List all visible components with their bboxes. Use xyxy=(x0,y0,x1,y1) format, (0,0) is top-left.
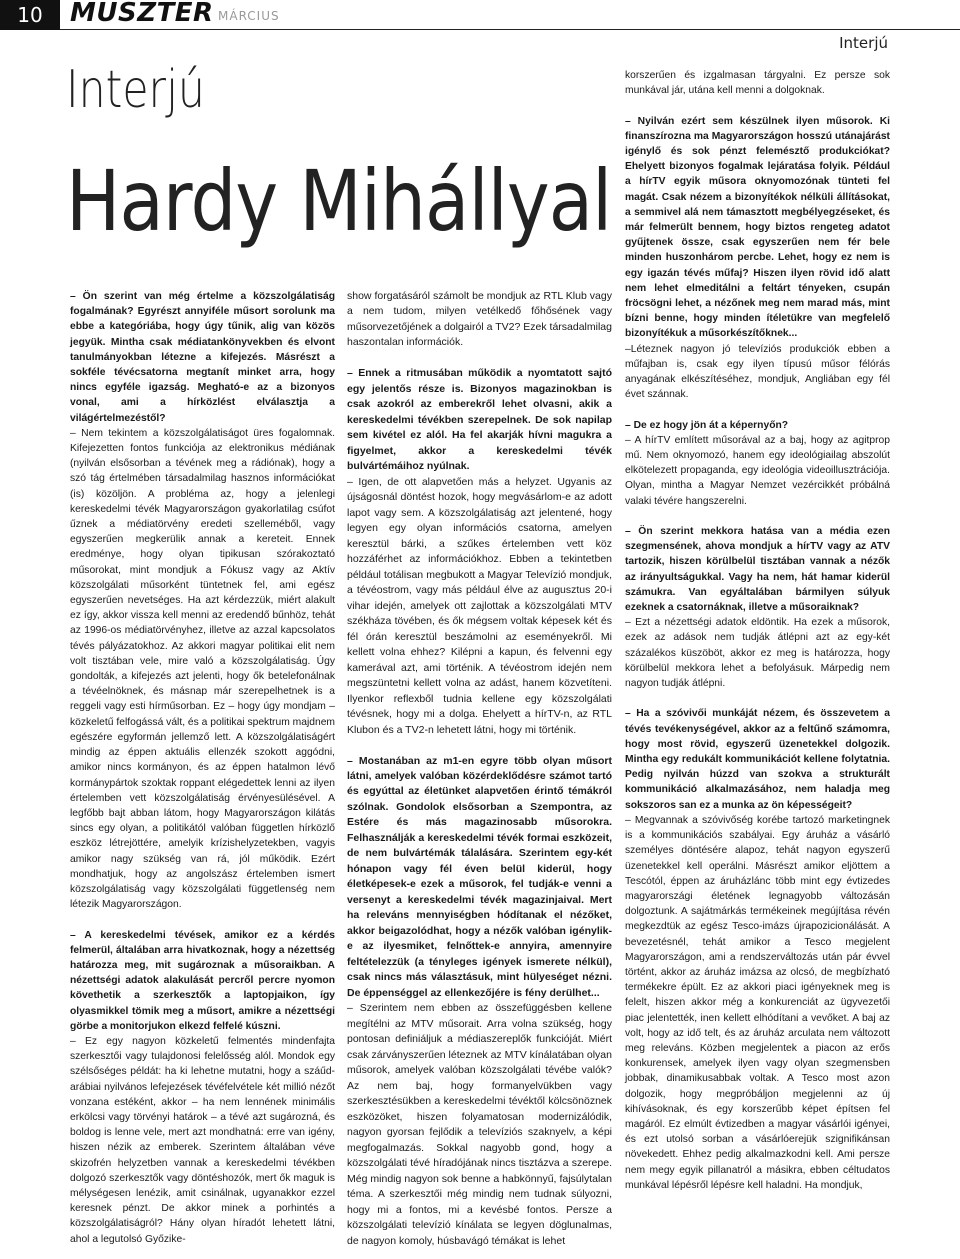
section-label: Interjú xyxy=(839,34,888,52)
interview-question: – Nyilván ezért sem készülnek ilyen műsorok. Ki finanszírozna ma Magyarországon hosszú utánajárást igénylő és sok pénzt felemésztő produkciókat? Ehelyett bizonyos fogalmak lejáratása folyik. Például a hírTV egyik műsora oknyomozónak tünteti fel magát. Csak nézem a bizonyítékok nélküli állításokat, a semmivel alá nem támasztott megbélyegzéseket, és már felmerült bennem, hogy biztos rengeteg adatot gyűjtenek össze, csak egyszerűen nem fér bele minden huszonhárom percbe. Lehet, hogy ez nem is egy igazán tévés műfaj? Hiszen ilyen rövid idő alatt nem lehet elmeditálni a feltárt tényeken, csupán fröcsögni lehet, a nézőnek meg nem marad más, mint bízni benne, hogy minden ítéletükre van megfelelő bizonyítékuk a műsorkészítőknek... xyxy=(625,115,890,340)
article-title: Hardy Mihállyal xyxy=(66,152,612,250)
interview-question: – Ön szerint mekkora hatása van a média ezen szegmensének, ahova mondjuk a hírTV vagy az ATV tartozik, hiszen körülbelül tisztában vannak a nézők az irányultságukkal. Vagy ha nem, hát hamar kiderül számukra. Van egyáltalában bármilyen súlyuk ezeknek a csatornáknak, illetve a műsoraiknak? xyxy=(625,526,890,614)
article-column-2 xyxy=(347,289,612,1249)
article-column-1 xyxy=(70,289,335,1247)
magazine-logo: MUSZTER xyxy=(70,0,214,28)
interview-answer: – A hírTV említett műsorával az a baj, hogy az agitprop mű. Nem oknyomozó, hanem egy ideológiailag abszolút elkötelezett propaganda, egy ideológia videoillusztrációja. Olyan, mintha a Magyar Nemzet vezércikkét próbálná valaki tévére hangszerelni. xyxy=(625,434,890,507)
interview-question: – Mostanában az m1-en egyre több olyan műsort látni, amelyek valóban közérdeklődésre számot tartó és egyúttal az életünket alapvetően érintő témákról szólnak. Gondolok elsősorban a Szempontra, az Estére és más magazinosabb műsorokra. Felhasználják a kereskedelmi tévék formai eszközeit, de nem bulvártémák tálalására. Szerintem egy-két hónapon vagy fél éven belül kiderül, hogy életképesek-e ezek a műsorok, fel tudják-e venni a versenyt a kereskedelmi tévék magazinjaival. Mert ha releváns mennyiségben hódítanak el nézőket, akkor beigazolódhat, hogy a nézők valóban igénylik-e az ilyesmiket, felnőttek-e annyira, amennyire feltételezzük (a tényleges igények ismerete nélkül), csak nincs más választásuk, mint hülyeséget nézni. De éppenséggel az ellenkezőjére is fény derülhet... xyxy=(347,754,612,999)
interview-question: – A kereskedelmi tévések, amikor ez a kérdés felmerül, általában arra hivatkoznak, hogy a nézettség határozza meg, mit sugároznak a műsoraikban. A nézettségi adatok alakulását percről percre nyomon követhetik a szerkesztők a laptopjaikon, így olyasmikkel tömik meg a műsort, amikre a nézettségi görbe a monitorjukon elkezd felfelé kúszni. xyxy=(70,929,335,1032)
interview-answer: – Ezt a nézettségi adatok eldöntik. Ha ezek a műsorok, ezek az adások nem tudják átlépni azt az egy-két százalékos küszöböt, akkor ez meg is határozza, hogy körülbelül mekkora lehet a befolyásuk. Márpedig nem nagyon tudják átlépni. xyxy=(625,617,890,690)
article-kicker: Interjú xyxy=(66,60,205,120)
header-rule xyxy=(60,29,960,30)
interview-answer: –Léteznek nagyon jó televíziós produkciók ebben a műfajban is, csak egy ilyen típusú műsor félórás anyagának elkészítéséhez, mondjuk, Angliában egy fél évet szánnak. xyxy=(625,343,890,401)
interview-answer: – Ez egy nagyon közkeletű felmentés mindenfajta szerkesztői vagy tulajdonosi felelősség alól. Mondok egy szélsőséges példát: ha ki lehetne mutatni, hogy a száűd-arábiai nyilvános lefejezések tévéfelvétele két millió nézőt vonzana estéként, akkor – ha nem lennének minimális erkölcsi vagy törvényi határok – a tévé azt sugározná, és boldog is lenne vele, mert azt mondhatná: erre van igény, hiszen nézik az emberek. Szerintem általában véve skizofrén helyzetben vannak a kereskedelmi tévékben dolgozó szerkesztők vagy döntéshozók, mert ők maguk is mélységesen lenézik, amit csinálnak, ugyanakkor ezzel keresnek pénzt. De akkor minek a porhintés a közszolgálatiságról? Hány olyan híradót lehetett látni, ahol a legutolsó Győzike- xyxy=(70,1035,335,1245)
interview-answer: – Igen, de ott alapvetően más a helyzet. Ugyanis az újságosnál döntést hozok, hogy megvásárlom-e az adott lapot vagy sem. A közszolgálatiság azt jelentené, hogy legyen egy olyan információs csatorna, amelyen keresztül bárki, a szűkes értelemben vett köz hozzáférhet az információkhoz. Ebben a tekintetben például totálisan megbukott a Magyar Televízió mondjuk, a tévéostrom, vagy más például élve az augusztus 20-i vihar idején, amelyek ott zajlottak a közszolgálati MTV székháza tövében, és ők mégsem voltak képesek két és fél órán keresztül beszámolni az eseményekről. Mi kellett volna ehhez? Kilépni a kapun, és felvenni egy kamerával azt, ami történik. A tévéostrom idején nem megszüntetni kellett volna az adást, hanem közvetíteni. Ilyenkor reflexből tudnia kellene egy közszolgálati tévésnek, hogy mi a dolga. Ehelyett a hírTV-n, az RTL Klubon és a TV2-n lehetett látni, hogy mi történik. xyxy=(347,475,612,736)
interview-question: – De ez hogy jön át a képernyőn? xyxy=(625,419,789,431)
interview-answer: show forgatásáról számolt be mondjuk az RTL Klub vagy a nem tudom, milyen vetélkedő főhősének vagy műsorvezetőjének a dolgairól a TV2? Ezek társadalmilag haszontalan információk. xyxy=(347,290,612,349)
interview-question: – Ennek a ritmusában működik a nyomtatott sajtó egy jelentős része is. Bizonyos magazinokban is csak azokról az emberekről lehet olvasni, akik a kereskedelmi tévékben szerepelnek. De sok napilap sem kivétel ez alól. Ha fel akarják hívni magukra a figyelmet, akkor a kereskedelmi tévék bulvártémáihoz nyúlnak. xyxy=(347,367,612,473)
article-column-3 xyxy=(625,68,890,1193)
interview-answer: – Szerintem nem ebben az összefüggésben kellene megítélni az MTV műsorait. Arra volna szükség, hogy pontosan definiáljuk a médiaszereplők funkcióját. Miért csak zárványszerűen léteznek az MTV kínálatában olyan műsorok, amelyek valóban közszolgálati tévébe valók? Az nem baj, hogy formanyelvükben vagy szerkesztésükben a kereskedelmi tévéktől kölcsönöznek eszközöket, hiszen folyamatosan modernizálódik, nagyon gyorsan fejlődik a televíziós szaknyelv, a képi megfogalmazás. Sokkal nagyobb gond, hogy a közszolgálati tévé híradójának nincs tisztázva a szerepe. Még mindig nagyon sok benne a habkönnyű, fajsúlytalan téma. A szerkesztői még mindig nem tudnak súlyozni, hogy mi a fontos, mi a kevésbé fontos. Persze a közszolgálati televízió kínálata se legyen döglunalmas, de nagyon komoly, húsbavágó témákat is lehet xyxy=(347,1002,612,1247)
page-number: 10 xyxy=(0,0,60,30)
interview-answer: – Nem tekintem a közszolgálatiságot üres fogalomnak. Kifejezetten fontos funkciója az elektronikus médiának (nyilván elsősorban a tévének meg a rádiónak), hogy a szó tág értelmében társadalmilag hasznos információkat (is) közöljön. A probléma az, hogy a jelenlegi kereskedelmi tévék Magyarországon gyakorlatilag csúfot űznek a médiatörvény eredeti szelleméből, vagy egyszerűen megkerülik annak a kereteit. Ennek eredménye, hogy olyan tipikusan szórakoztató műsorokat, mint mondjuk a Fókusz vagy az Aktív közszolgálati műsorként tüntetnek fel, ami egész egyszerűen nevetséges. Ha azt kérdezzük, miért alakult ez így, akkor vissza kell menni az eredendő bűnhöz, tehát az 1996-os médiatörvényhez, illetve az azzal kapcsolatos tévés pályázatokhoz. Az akkori magyar politikai elit nem volt tisztában vele, mire való a közszolgálatiság. Úgy gondolták, a kifejezés azt jelenti, hogy ők betelefonálnak a tévéelnöknek, és másnap már szerepelhetnek is a reggeli vagy esti hírműsorban. Ez – hogy úgy mondjam – közkeletű felfogássá vált, és a politikai spektrum majdnem egészére egyformán jellemző lett. A közszolgálatiságért mindig az éppen aktuális ellenzék szokott aggódni, amikor nincs kormányon, és az éppen hatalmon lévő kormánypártok szoktak roppant elégedettek lenni az ilyen értelemben vett közszolgálatiság érvényesülésével. A legfőbb bajt abban látom, hogy Magyarországon kilátás sincs egy olyan, a politikától valóban független hírközlő eszköz létrejöttére, amelyik krízishelyzetekben, vagyis amikor nagy szükség van rá, jól működik. Ezért mondhatjuk, hogy az angolszász értelemben ismert közszolgálatiság vagy közszolgálati függetlenség nem létezik Magyarországon. xyxy=(70,427,335,911)
interview-answer: – Megvannak a szóvivőség korébe tartozó marketingnek is a kommunikációs szabályai. Egy áruház a vásárló személyes döntésére alapoz, tehát nagyon egyszerű üzenetekkel kell operálni. Másrészt amikor eljöttem a Tescótól, éppen az áruházlánc több mint egy évtizedes magyarországi életének legnagyobb változásán dolgoztunk. A sajátmárkás termékeinek megújítása révén megkezdtük az egész Tesco-imázs újrapozicionálását. A bevezetésnél, tehát amikor a Tesco megjelent Magyarországon, ami a rendszerváltozás után pár évvel történt, akkor az áruház imázsa az olcsó, de megbízható termékekre épült. Ez az akkori piaci igényeknek meg is felelt, hiszen akkor még a konkurenciát az ügyvezetői piac jelentették, inen kellett elhódítani a vevőket. A baj az volt, hogy az idő telt, és az áruház arculata nem változott meg releváns. Közben megjelentek a piacon az erős konkurensek, amelyek ilyen vagy olyan szegmensben jobbak, dinamikusabbak voltak. A Tesco most azon dolgozik, hogy megpróbáljon megjelenni az új kihívásoknak, és egy korszerűbb képet építsen fel magáról. Ez elmúlt évtizedben a magyar vásárlói igényei, és ezt utolsó sorban a vásárlóerejük szignifikánsan növekedett. Ehhez pedig alkalmazkodni kell. Ami persze nem megy egyik pillanatról a másikra, ebben céltudatos munkával lépésről lépésre kell haladni. Ha mondjuk, xyxy=(625,814,890,1191)
issue-month: MÁRCIUS xyxy=(218,9,280,23)
interview-question: – Ha a szóvivői munkáját nézem, és összevetem a tévés tevékenységével, akkor az a feltűnő számomra, hogy most rövid, egyszerű üzenetekkel dolgozik. Mintha egy redukált kommunikációt kellene folytatnia. Pedig nyilván húzzd van szokva a strukturált kommunikáció alkalmazásához, nem haladja meg sokszoros san ez a munka az ön képességeit? xyxy=(625,708,890,811)
interview-question: – Ön szerint van még értelme a közszolgálatiság fogalmának? Egyrészt annyiféle műsort sorolunk ma ebbe a kategóriába, hogy úgy tűnik, alig van közös jegyük. Mintha csak médiatankönyvekben és elvont tanulmányokban létezne a kifejezés. Másrészt a sokféle tévécsatorna megtanít minket arra, hogy nincs egyféle igazság. Megható-e az a bizonyos vonal, ami a hírközlést elválasztja a világértelmezéstől? xyxy=(70,291,335,424)
page-header xyxy=(0,0,960,30)
interview-answer: korszerűen és izgalmasan tárgyalni. Ez persze sok munkával jár, utána kell menni a dolgoknak. xyxy=(625,70,890,97)
